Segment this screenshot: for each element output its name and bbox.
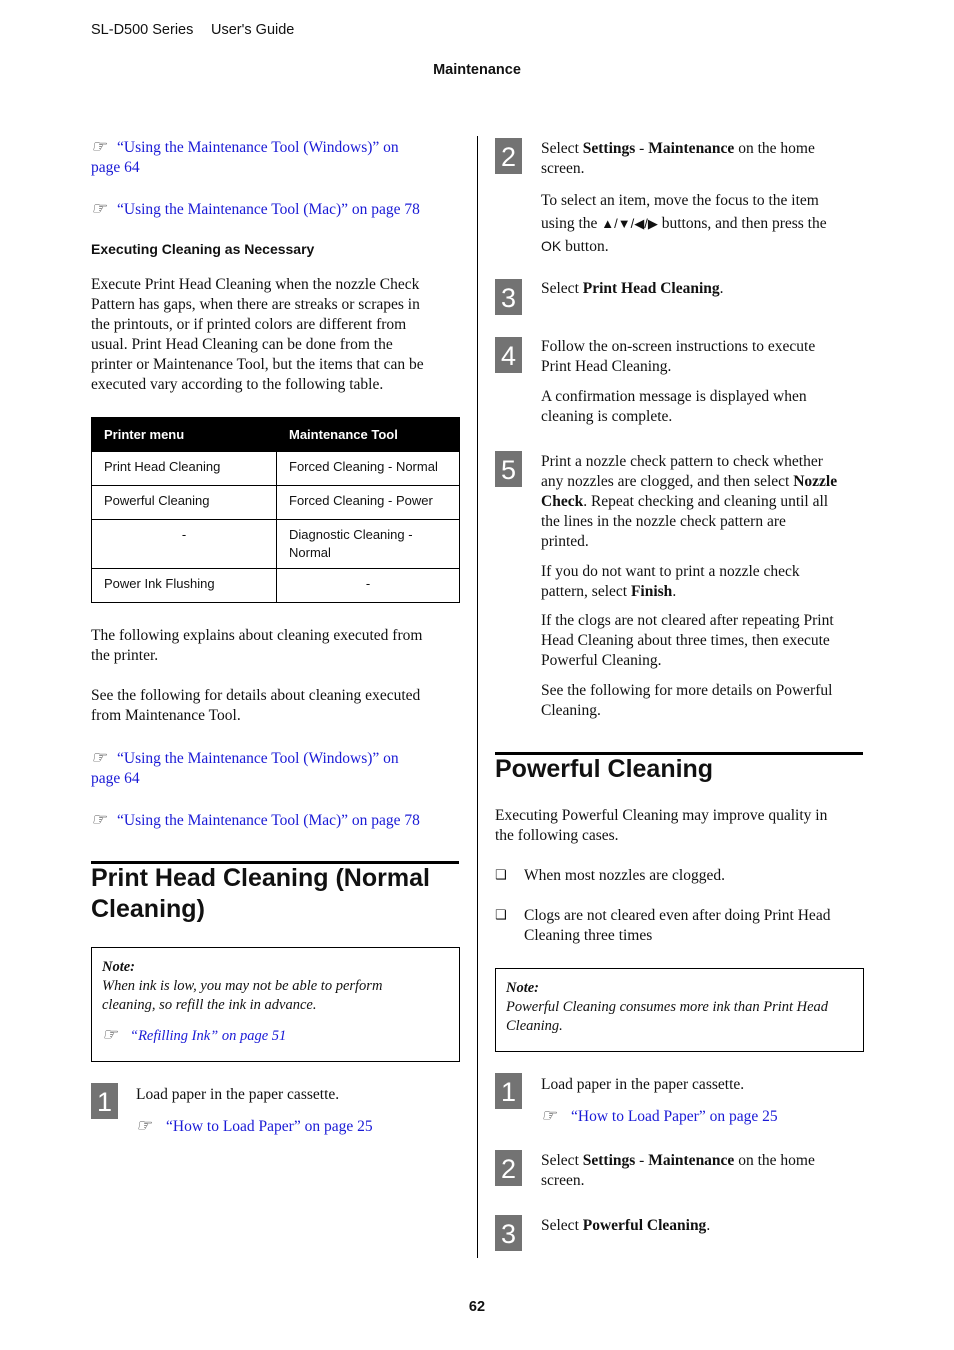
step-number-5: 5: [495, 451, 522, 487]
table-header-row: [92, 418, 460, 452]
ref-link-mac[interactable]: ☞ “Using the Maintenance Tool (Mac)” on page 78: [91, 199, 420, 218]
step-5-subtext-clogs: If the clogs are not cleared after repeating Print Head Cleaning about three times, then execute Powerful Cleaning.: [541, 612, 834, 669]
step-1-text: Load paper in the paper cassette.: [136, 1086, 340, 1103]
checkbox-bullet-icon: ❑: [495, 868, 507, 883]
step-2-text: Select Settings - Maintenance on the home screen.: [541, 140, 815, 177]
subheading-executing-cleaning: Executing Cleaning as Necessary: [91, 241, 315, 257]
ref-link-windows[interactable]: ☞ “Using the Maintenance Tool (Windows)” on page 64: [91, 137, 399, 176]
table-cell: Power Ink Flushing: [92, 569, 277, 603]
powerful-step-1-text: Load paper in the paper cassette.: [541, 1076, 745, 1093]
reference-hand-icon: ☞: [541, 1106, 557, 1125]
step-number-3: 3: [495, 279, 522, 315]
table-row: [92, 452, 460, 486]
note-line: cleaning, so refill the ink in advance.: [102, 997, 317, 1013]
step-3-text: Select Print Head Cleaning.: [541, 280, 724, 297]
step-number-p3: 3: [495, 1215, 522, 1251]
note-line: When ink is low, you may not be able to perform: [102, 978, 383, 994]
paragraph-tool-cleaning: See the following for details about cleaning executed from Maintenance Tool.: [91, 687, 421, 724]
cleaning-comparison-table: [91, 417, 460, 603]
paragraph-powerful-intro: Executing Powerful Cleaning may improve quality in the following cases.: [495, 807, 828, 844]
table-cell: Diagnostic Cleaning - Normal: [277, 520, 460, 569]
note-title: Note:: [102, 959, 136, 975]
table-row: [92, 486, 460, 520]
table-cell: Powerful Cleaning: [92, 486, 277, 520]
powerful-step-2-text: Select Settings - Maintenance on the home screen.: [541, 1152, 815, 1189]
step-number-p2: 2: [495, 1150, 522, 1186]
reference-hand-icon: ☞: [91, 137, 107, 156]
column-divider: [477, 136, 478, 1258]
header-guide: User's Guide: [211, 22, 295, 38]
table-row: [92, 520, 460, 569]
step-4-subtext: A confirmation message is displayed when cleaning is complete.: [541, 388, 807, 425]
heading-powerful-cleaning: Powerful Cleaning: [495, 755, 714, 783]
paragraph-printer-cleaning: The following explains about cleaning executed from the printer.: [91, 627, 423, 664]
table-cell: Forced Cleaning - Power: [277, 486, 460, 520]
note-title: Note:: [506, 980, 540, 996]
header-series: SL-D500 Series: [91, 22, 194, 38]
step-5-subtext-finish: If you do not want to print a nozzle check pattern, select Finish.: [541, 563, 800, 600]
arrow-buttons-glyphs: ▲/▼/◀/▶: [601, 216, 658, 231]
reference-hand-icon: ☞: [102, 1025, 118, 1044]
table-cell: -: [92, 520, 277, 569]
reference-hand-icon: ☞: [91, 199, 107, 218]
ref-link-mac-2[interactable]: ☞ “Using the Maintenance Tool (Mac)” on page 78: [91, 810, 420, 829]
step-5-subtext-see: See the following for more details on Powerful Cleaning.: [541, 682, 833, 719]
paragraph-execute-cleaning: Execute Print Head Cleaning when the nozzle Check Pattern has gaps, when there are streaks or scrapes in the printouts, or if printed colors are different from usual. Print Head Cleaning can be done from the printer or Maintenance Tool, but the items that can be executed vary according to the following table.: [91, 276, 424, 393]
table-header-printer-menu: Printer menu: [92, 418, 277, 452]
reference-hand-icon: ☞: [136, 1116, 152, 1135]
note-box-powerful: [495, 968, 864, 1052]
step-2-subtext: To select an item, move the focus to the item using the ▲/▼/◀/▶ buttons, and then press the OK button.: [541, 192, 827, 255]
step-number-2: 2: [495, 138, 522, 174]
table-header-maintenance-tool: Maintenance Tool: [277, 418, 460, 452]
step-5-text: Print a nozzle check pattern to check whether any nozzles are clogged, and then select Nozzle Check. Repeat checking and cleaning until all the lines in the nozzle check pattern are printed.: [541, 453, 838, 550]
step-number-1: 1: [91, 1083, 118, 1119]
table-row: [92, 569, 460, 603]
header-section: Maintenance: [433, 62, 521, 78]
step-4-text: Follow the on-screen instructions to execute Print Head Cleaning.: [541, 338, 816, 375]
list-item: ❑ Clogs are not cleared even after doing Print Head Cleaning three times: [495, 907, 831, 944]
powerful-step-1-link[interactable]: ☞ “How to Load Paper” on page 25: [541, 1106, 778, 1125]
note-line: Cleaning.: [506, 1018, 563, 1034]
step-number-4: 4: [495, 337, 522, 373]
step-1-link[interactable]: ☞ “How to Load Paper” on page 25: [136, 1116, 373, 1135]
table-cell: -: [277, 569, 460, 603]
heading-print-head-cleaning: Print Head Cleaning (Normal Cleaning): [91, 864, 430, 923]
reference-hand-icon: ☞: [91, 748, 107, 767]
ref-link-windows-2[interactable]: ☞ “Using the Maintenance Tool (Windows)” on page 64: [91, 748, 399, 787]
step-number-p1: 1: [495, 1073, 522, 1109]
note-line: Powerful Cleaning consumes more ink than Print Head: [506, 999, 829, 1015]
table-cell: Print Head Cleaning: [92, 452, 277, 486]
reference-hand-icon: ☞: [91, 810, 107, 829]
checkbox-bullet-icon: ❑: [495, 908, 507, 923]
note-box-ink-low: [91, 947, 460, 1062]
table-cell: Forced Cleaning - Normal: [277, 452, 460, 486]
list-item: ❑ When most nozzles are clogged.: [495, 867, 725, 884]
note-link-refilling[interactable]: ☞ “Refilling Ink” on page 51: [102, 1025, 287, 1044]
page-number: 62: [468, 1299, 486, 1315]
powerful-step-3-text: Select Powerful Cleaning.: [541, 1217, 711, 1234]
